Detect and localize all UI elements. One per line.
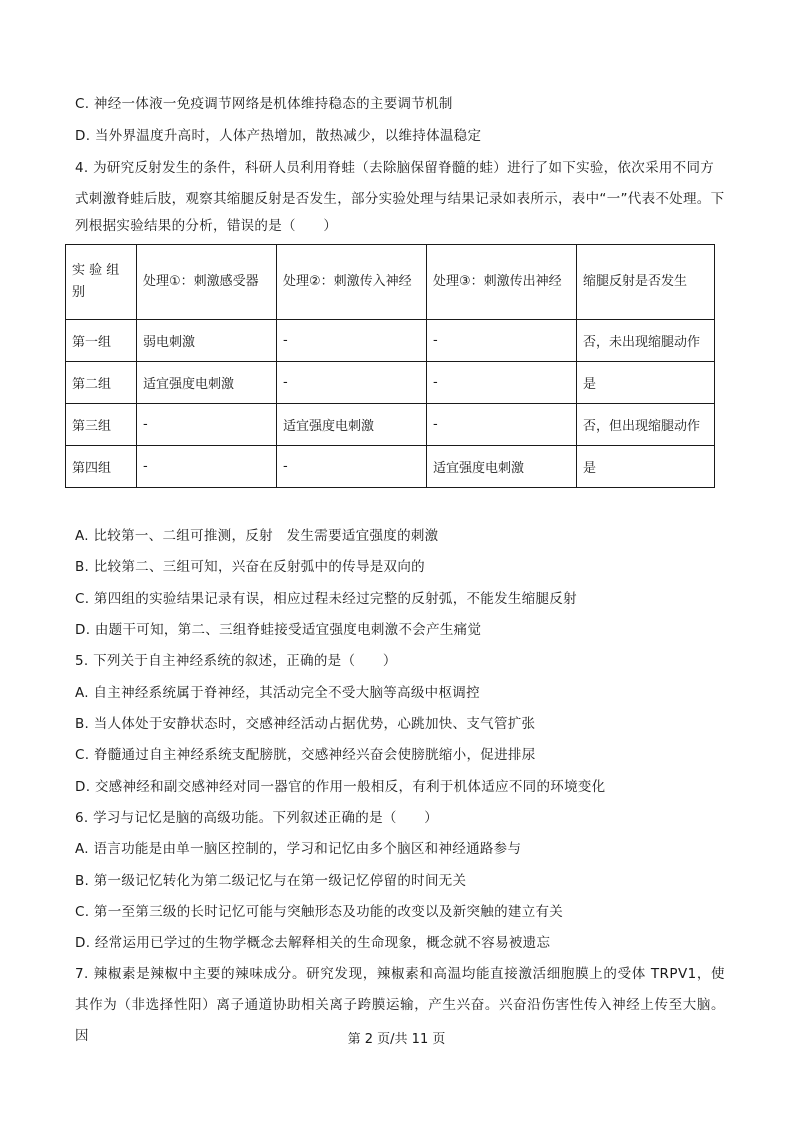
q5-option-d: D. 交感神经和副交感神经对同一器官的作用一般相反，有利于机体适应不同的环境变化 bbox=[75, 779, 606, 795]
table-cell: - bbox=[277, 320, 427, 362]
table-cell: - bbox=[277, 446, 427, 488]
table-cell: 适宜强度电刺激 bbox=[427, 446, 577, 488]
q4-option-b: B. 比较第二、三组可知，兴奋在反射弧中的传导是双向的 bbox=[75, 559, 425, 575]
page-footer: 第 2 页/共 11 页 bbox=[347, 1032, 446, 1047]
q4-option-d: D. 由题干可知，第二、三组脊蛙接受适宜强度电刺激不会产生痛觉 bbox=[75, 622, 482, 638]
table-row bbox=[66, 362, 715, 404]
table-cell: - bbox=[427, 404, 577, 446]
q6-option-b: B. 第一级记忆转化为第二级记忆与在第一级记忆停留的时间无关 bbox=[75, 873, 467, 889]
table-cell: 第四组 bbox=[66, 446, 137, 488]
table-row bbox=[66, 320, 715, 362]
table-cell: 否，但出现缩腿动作 bbox=[577, 404, 715, 446]
q4-stem-line3-post: 的是（ ） bbox=[254, 218, 338, 234]
q5-option-b: B. 当人体处于安静状态时，交感神经活动占据优势，心跳加快、支气管扩张 bbox=[75, 716, 536, 732]
table-header-cell: 实 验 组 别 bbox=[66, 245, 137, 320]
table-header-cell: 处理①：刺激感受器 bbox=[137, 245, 277, 320]
table-cell: 弱电刺激 bbox=[137, 320, 277, 362]
table-cell: 第一组 bbox=[66, 320, 137, 362]
table-cell: 适宜强度电刺激 bbox=[137, 362, 277, 404]
q4-option-a: A. 比较第一、二组可推测，反射 发生需要适宜强度的刺激 bbox=[75, 528, 439, 544]
table-header-cell: 处理②：刺激传入神经 bbox=[277, 245, 427, 320]
q3-option-d: D. 当外界温度升高时，人体产热增加，散热减少，以维持体温稳定 bbox=[75, 128, 482, 144]
q5-option-c: C. 脊髓通过自主神经系统支配膀胱，交感神经兴奋会使膀胱缩小，促进排尿 bbox=[75, 747, 536, 763]
q4-stem-line2: 式刺激脊蛙后肢，观察其缩腿反射是否发生，部分实验处理与结果记录如表所示，表中“一”代表不处理。下 bbox=[75, 191, 725, 207]
q6-option-d: D. 经常运用已学过的生物学概念去解释相关的生命现象，概念就不容易被遗忘 bbox=[75, 935, 551, 951]
table-cell: - bbox=[427, 320, 577, 362]
q7-text: 7. 辣椒素是辣椒中主要的辣味成分。研究发现，辣椒素和高温均能直接激活细胞膜上的受体 TRPV1，使其作为（非选择性阳）离子通道协助相关离子跨膜运输，产生兴奋。兴奋沿伤害性传入神经上传至大脑。因 bbox=[75, 966, 725, 1044]
table-cell: 第二组 bbox=[66, 362, 137, 404]
q3-option-c: C. 神经一体液一免疫调节网络是机体维持稳态的主要调节机制 bbox=[75, 96, 453, 112]
q5-option-a: A. 自主神经系统属于脊神经，其活动完全不受大脑等高级中枢调控 bbox=[75, 685, 480, 701]
table-cell: - bbox=[137, 446, 277, 488]
table-row bbox=[66, 446, 715, 488]
q4-stem-emphasis: 错误 bbox=[226, 218, 255, 234]
q4-stem-line1: 4. 为研究反射发生的条件，科研人员利用脊蛙（去除脑保留脊髓的蛙）进行了如下实验，依次采用不同方 bbox=[75, 160, 715, 176]
table-cell: 是 bbox=[577, 362, 715, 404]
q4-stem-line3 bbox=[75, 217, 337, 235]
q4-option-c: C. 第四组的实验结果记录有误，相应过程未经过完整的反射弧，不能发生缩腿反射 bbox=[75, 591, 577, 607]
q5-stem: 5. 下列关于自主神经系统的叙述，正确的是（ ） bbox=[75, 653, 397, 669]
table-cell: - bbox=[137, 404, 277, 446]
table-header-cell: 处理③：刺激传出神经 bbox=[427, 245, 577, 320]
table-header-row bbox=[66, 245, 715, 320]
table-cell: - bbox=[427, 362, 577, 404]
q4-stem-line3-pre: 列根据实验结果的分析， bbox=[75, 218, 227, 234]
q6-stem: 6. 学习与记忆是脑的高级功能。下列叙述正确的是（ ） bbox=[75, 810, 439, 826]
table-header-cell: 缩腿反射是否发生 bbox=[577, 245, 715, 320]
table-row bbox=[66, 404, 715, 446]
table-cell: 适宜强度电刺激 bbox=[277, 404, 427, 446]
q6-option-c: C. 第一至第三级的长时记忆可能与突触形态及功能的改变以及新突触的建立有关 bbox=[75, 904, 564, 920]
table-cell: 是 bbox=[577, 446, 715, 488]
q6-option-a: A. 语言功能是由单一脑区控制的，学习和记忆由多个脑区和神经通路参与 bbox=[75, 841, 522, 857]
table-cell: 第三组 bbox=[66, 404, 137, 446]
experiment-table bbox=[65, 244, 715, 488]
table-cell: - bbox=[277, 362, 427, 404]
table-cell: 否，未出现缩腿动作 bbox=[577, 320, 715, 362]
